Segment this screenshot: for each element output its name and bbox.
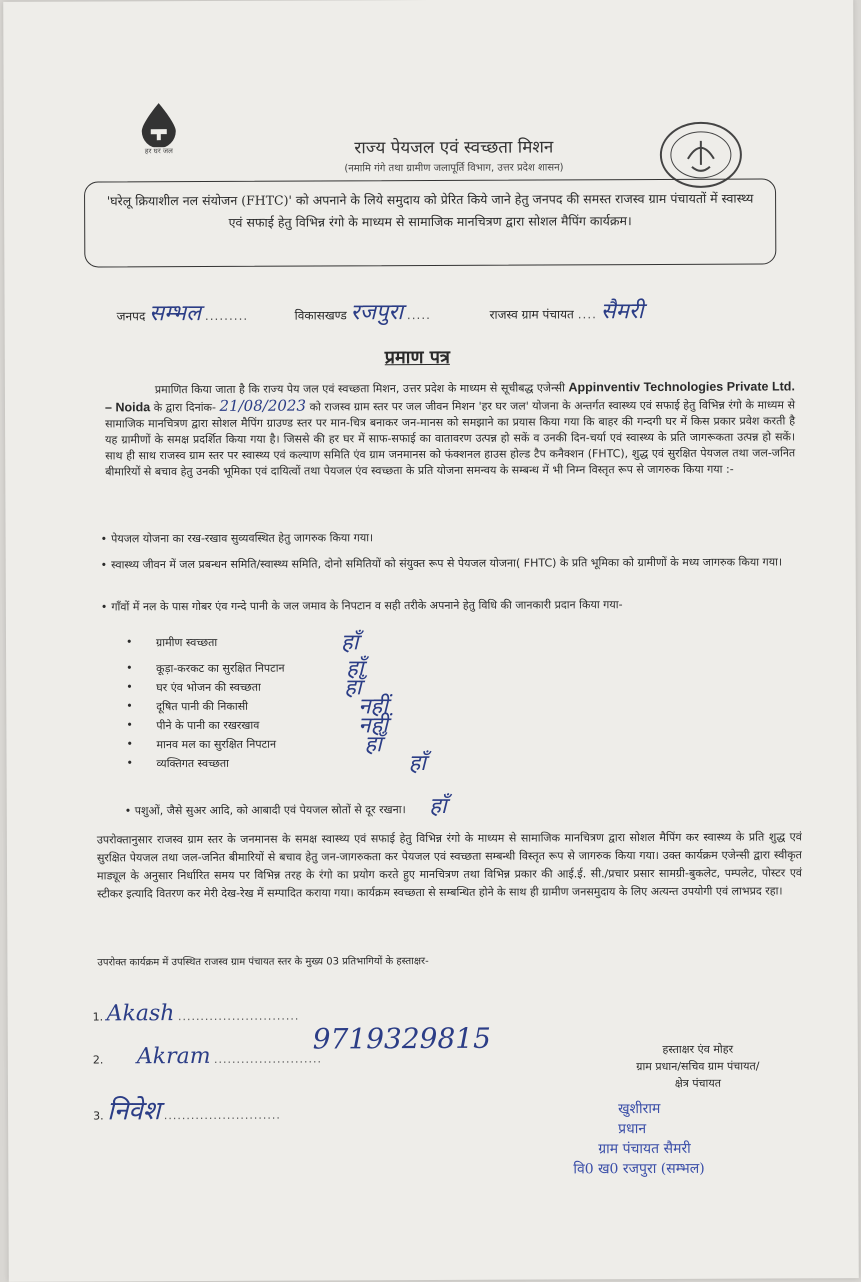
participant-number: 1. <box>92 1010 104 1024</box>
panchayat-value: सैमरी <box>600 299 644 325</box>
bullet-2: • स्वास्थ्य जीवन में जल प्रबन्धन समिति/स्वास्थ्य समिति, दोनो समितियों को संयुक्त रूप से पेयजल योजना( FHTC) के प्रति भूमिका को ग्रामीणों के मध्य जागरुक किया गया। <box>100 555 783 572</box>
bullet-3: • गाँवों में नल के पास गोबर एंव गन्दे पानी के जल जमाव के निपटान व सही तरीके अपनाने हेतु विधि की जानकारी प्रदान किया गया- <box>100 598 623 614</box>
participant-signature: Akash <box>106 1001 175 1027</box>
item-answer: नहीं <box>358 694 388 720</box>
bullet-2-text: स्वास्थ्य जीवन में जल प्रबन्धन समिति/स्वास्थ्य समिति, दोनो समितियों को संयुक्त रूप से पेयजल योजना( FHTC) के प्रति भूमिका को ग्रामीणों के मध्य जागरुक किया गया। <box>111 555 783 572</box>
block-field <box>295 296 432 327</box>
official-sign-block <box>598 1040 798 1092</box>
logo-caption: हर घर जल <box>144 147 173 156</box>
bullet-1: • पेयजल योजना का रख-रखाव सुव्यवस्थित हेतु जागरुक किया गया। <box>100 531 374 546</box>
para1-part3: को राजस्व ग्राम स्तर पर जल जीवन मिशन 'हर घर जल' योजना के अन्तर्गत स्वास्थ्य एवं सफाई हेतु विभिन्न रंगो के माध्यम से सामाजिक मानचित्रण द्वारा सोशल मैपिंग ग्राउण्ड स्तर पर मान-चित्र बनाकर जन-मानस को समझाने का प्रयास किया गया कि बाहर की गन्दगी घर में किस प्रकार प्रवेश करती है यह ग्रामीणों के समक्ष प्रदर्शित किया गया है। जिससे की हर घर में साफ-सफाई का वातावरण उत्पन्न हो सकें व उनकी दिन-चर्या एवं स्वास्थ्य के प्रति जागरूकता उत्पन्न हो सकें। साथ ही साथ राजस्व ग्राम स्तर पर स्वास्थ्य एवं कल्याण समिति एंव ग्राम जनमानस को फंक्शनल हाउस होल्ड टैप कनैक्शन (FHTC), शुद्ध एवं सुरक्षित पेयजल तथा जल-जनित बीमारियों से बचाव हेतु उनकी भूमिका एवं दायित्वों तथा पेयजल एंव स्वच्छता के प्रति योजना समन्वय के सम्बन्ध में भी निम्न विस्तृत रूप से जागरुक किया गया :- <box>105 398 796 479</box>
participant-3: 3. निवेश .......................... <box>93 1096 281 1127</box>
item-answer: हाँ <box>364 732 382 758</box>
checklist <box>125 630 587 777</box>
item-answer: हाँ <box>340 630 359 656</box>
pradhan-stamp <box>568 1098 798 1179</box>
item-answer: हाँ <box>408 751 426 777</box>
participant-2: 2. Akram ........................ <box>92 1043 322 1070</box>
checklist-item: • पीने के पानी का रखरखाव नहीं <box>126 714 586 735</box>
checklist-item: • व्यक्तिगत स्वच्छता हाँ <box>126 752 586 773</box>
item-label: पशुओं, जैसे सुअर आदि, को आबादी एवं पेयजल स्रोतों से दूर रखना। <box>134 803 406 818</box>
item-label: घर एंव भोजन की स्वच्छता <box>156 680 261 695</box>
document-page <box>3 0 859 1282</box>
sign-block-line: हस्ताक्षर एंव मोहर <box>662 1042 734 1056</box>
block-dots: ..... <box>406 307 432 323</box>
stamp-line: वि0 ख0 रजपुरा (सम्भल) <box>573 1160 705 1178</box>
checklist-item: • ग्रामीण स्वच्छता हाँ <box>126 631 586 659</box>
district-field <box>117 297 249 328</box>
block-value: रजपुरा <box>350 300 404 326</box>
participant-signature: निवेश <box>106 1096 161 1127</box>
participant-number: 3. <box>93 1109 104 1123</box>
item-answer: हाँ <box>346 656 364 682</box>
item-label: व्यक्तिगत स्वच्छता <box>156 756 229 771</box>
participants-heading: उपरोक्त कार्यक्रम में उपस्थित राजस्व ग्राम पंचायत स्तर के मुख्य 03 प्रतिभागियों के हस्ताक्षर- <box>97 956 429 969</box>
participant-1: 1. Akash ........................... <box>92 1001 300 1027</box>
mission-title: राज्य पेयजल एवं स्वच्छता मिशन <box>354 137 554 159</box>
item-label: ग्रामीण स्वच्छता <box>155 635 218 650</box>
stamp-line: खुशीराम <box>618 1101 661 1118</box>
certificate-title: प्रमाण पत्र <box>384 346 450 369</box>
checklist-item: • मानव मल का सुरक्षित निपटान हाँ <box>126 733 586 754</box>
summary-paragraph: उपरोक्तानुसार राजस्व ग्राम स्तर के जनमानस के समक्ष स्वास्थ्य एवं सफाई हेतु विभिन्न रंगो के माध्यम से सामाजिक मानचित्रण द्वारा सोशल मैपिंग कर स्वास्थ्य के प्रति शुद्ध एवं सुरक्षित पेयजल तथा जल-जनित बीमारियों से बचाव हेतु जन-जागरुकता कर पेयजल एवं स्वच्छता सम्बन्धी विस्तृत रूप से जागरुक किया गया। उक्त कार्यक्रम एजेन्सी द्वारा स्वीकृत माड्यूल के अनुसार निर्धारित समय पर विभिन्न तरह के रंगो का प्रयोग करते हुए मानचित्रण तथा विभिन्न प्रकार की आई.ई. सी./प्रचार प्रसार सामग्री-बुकलेट, पम्पलेट, पोस्टर एवं स्टीकर इत्यादि वितरण कर मेरी देख-रेख में सम्पादित कराया गया। कार्यक्रम स्वच्छता से सम्बन्धित होने के साथ ही ग्रामीण जनसमुदाय के लिए अत्यन्त उपयोगी एवं लाभप्रद रहा। <box>96 830 803 901</box>
block-label: विकासखण्ड <box>294 308 347 323</box>
item-answer: हाँ <box>344 675 362 701</box>
item-label: मानव मल का सुरक्षित निपटान <box>156 737 277 752</box>
item-answer: हाँ <box>429 793 447 820</box>
mission-subtitle: (नमामि गंगे तथा ग्रामीण जलापूर्ति विभाग, उत्तर प्रदेश शासन) <box>344 162 564 175</box>
checklist-item: • दूषित पानी की निकासी नहीं <box>126 695 586 716</box>
panchayat-label: राजस्व ग्राम पंचायत <box>489 307 574 322</box>
sign-block-line: क्षेत्र पंचायत <box>674 1076 722 1090</box>
har-ghar-jal-logo <box>124 101 194 156</box>
para1-part1: प्रमाणित किया जाता है कि राज्य पेय जल एवं स्वच्छता मिशन, उत्तर प्रदेश के माध्यम से सूचीबद्ध एजेन्सी <box>154 381 565 397</box>
checklist-item: • कूड़ा-करकट का सुरक्षित निपटान हाँ <box>126 657 586 678</box>
para1-part2: के द्वारा दिनांक- <box>153 400 216 415</box>
phone-number: 9719329815 <box>312 1021 491 1056</box>
item-label: कूड़ा-करकट का सुरक्षित निपटान <box>156 661 285 676</box>
program-date: 21/08/2023 <box>219 396 307 415</box>
program-title-box: 'घरेलू क्रियाशील नल संयोजन (FHTC)' को अपनाने के लिये समुदाय को प्रेरित किये जाने हेतु जनपद की समस्त राजस्व ग्राम पंचायतों में स्वास्थ्य एवं सफाई हेतु विभिन्न रंगो के माध्यम से सामाजिक मानचित्रण द्वारा सोशल मैपिंग कार्यक्रम। <box>84 178 776 267</box>
participant-number: 2. <box>92 1053 104 1067</box>
panchayat-field <box>489 295 643 326</box>
bullet-1-text: पेयजल योजना का रख-रखाव सुव्यवस्थित हेतु जागरुक किया गया। <box>111 531 374 546</box>
bullet-3-text: गाँवों में नल के पास गोबर एंव गन्दे पानी के जल जमाव के निपटान व सही तरीके अपनाने हेतु विधि की जानकारी प्रदान किया गया- <box>111 598 623 614</box>
item-label: पीने के पानी का रखरखाव <box>156 718 260 733</box>
checklist-item-last: • पशुओं, जैसे सुअर आदि, को आबादी एवं पेयजल स्रोतों से दूर रखना। हाँ <box>124 793 447 820</box>
district-dots: ......... <box>204 308 249 323</box>
district-label: जनपद <box>116 309 146 324</box>
checklist-item: • घर एंव भोजन की स्वच्छता हाँ <box>126 676 586 697</box>
panchayat-dots: .... <box>577 307 598 322</box>
item-label: दूषित पानी की निकासी <box>156 699 249 714</box>
sign-block-line: ग्राम प्रधान/सचिव ग्राम पंचायत/ <box>636 1059 760 1074</box>
agency-name: Appinventiv Technologies Private Ltd. – Noida <box>104 379 795 415</box>
item-answer: नहीं <box>358 713 389 739</box>
certificate-paragraph <box>105 378 795 480</box>
stamp-line: ग्राम पंचायत सैमरी <box>598 1140 691 1158</box>
water-drop-icon <box>136 101 182 147</box>
district-value: सम्भल <box>149 301 202 327</box>
stamp-line: प्रधान <box>618 1121 647 1138</box>
participant-signature: Akram <box>136 1043 211 1070</box>
